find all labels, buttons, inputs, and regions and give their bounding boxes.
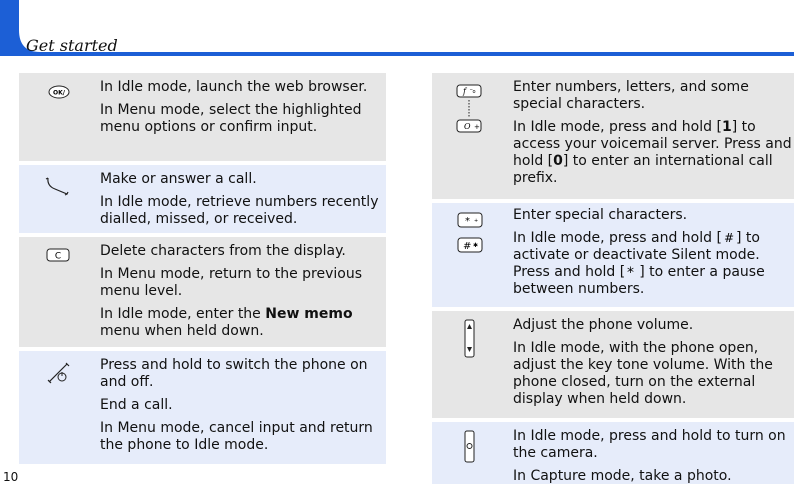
alphanumeric-keys-icon (455, 84, 485, 134)
svg-text:f: f (463, 87, 466, 96)
key-description-alphanumeric (513, 79, 793, 193)
svg-text:*: * (627, 265, 635, 278)
svg-text:+: + (474, 123, 480, 131)
key-label-0: 0 (553, 153, 563, 169)
volume-keys-icon (462, 319, 478, 359)
description-paragraph: In Capture mode, take a photo. (513, 468, 732, 484)
key-description-send (100, 171, 384, 234)
key-description-special-characters (513, 207, 793, 304)
key-description-power-end (100, 357, 384, 460)
key-description-clear (100, 243, 384, 346)
description-paragraph: In Menu mode, return to the previous menu level. (100, 266, 362, 299)
svg-text:#: # (463, 241, 472, 252)
svg-text:O: O (464, 122, 471, 131)
svg-text:✱: ✱ (473, 242, 479, 249)
description-paragraph: End a call. (100, 397, 173, 413)
description-paragraph: Make or answer a call. (100, 171, 257, 187)
page-number: 10 (3, 470, 19, 484)
ok-key-icon (48, 85, 70, 99)
description-paragraph: In Menu mode, cancel input and return the phone to Idle mode. (100, 420, 373, 453)
key-description-volume (513, 317, 793, 414)
header-rule (19, 52, 794, 56)
description-paragraph: Enter numbers, letters, and some special characters. (513, 79, 749, 112)
description-paragraph: Delete characters from the display. (100, 243, 346, 259)
svg-text:‾o: ‾o (470, 89, 476, 95)
key-description-ok (100, 79, 384, 142)
description-paragraph: Adjust the phone volume. (513, 317, 694, 333)
star-key-icon (625, 264, 639, 278)
description-paragraph: Press and hold to switch the phone on and off. (100, 357, 368, 390)
description-paragraph: In Idle mode, enter the New memo menu when held down. (100, 306, 353, 339)
description-paragraph: Enter special characters. (513, 207, 688, 223)
hash-key-icon (722, 230, 736, 244)
camera-key-icon (462, 430, 478, 464)
send-key-icon (45, 176, 71, 196)
menu-name: New memo (265, 306, 353, 322)
svg-text:*: * (465, 216, 470, 227)
svg-text:OK/: OK/ (53, 89, 65, 97)
svg-text:+: + (474, 218, 479, 224)
description-paragraph: In Idle mode, retrieve numbers recently dialled, missed, or received. (100, 194, 379, 227)
description-paragraph: In Idle mode, press and hold to turn on the camera. (513, 428, 786, 461)
key-description-camera (513, 428, 793, 491)
description-paragraph: In Idle mode, launch the web browser. (100, 79, 368, 95)
clear-key-icon (46, 248, 70, 262)
power-end-key-icon (46, 362, 72, 384)
key-label-1: 1 (721, 119, 732, 135)
description-paragraph: In Idle mode, press and hold [1] to access your voicemail server. Press and hold [0] to enter an international call prefix. (513, 119, 792, 186)
section-title: Get started (26, 36, 118, 55)
description-paragraph: In Idle mode, press and hold [ # ] to activate or deactivate Silent mode. Press and hold [ * ] to enter a pause between numbers. (513, 230, 765, 297)
svg-text:#: # (723, 231, 734, 244)
svg-text:C: C (54, 251, 62, 262)
description-paragraph: In Idle mode, with the phone open, adjust the key tone volume. With the phone closed, turn on the external display when held down. (513, 340, 773, 407)
special-character-keys-icon (456, 212, 486, 258)
description-paragraph: In Menu mode, select the highlighted menu options or confirm input. (100, 102, 362, 135)
